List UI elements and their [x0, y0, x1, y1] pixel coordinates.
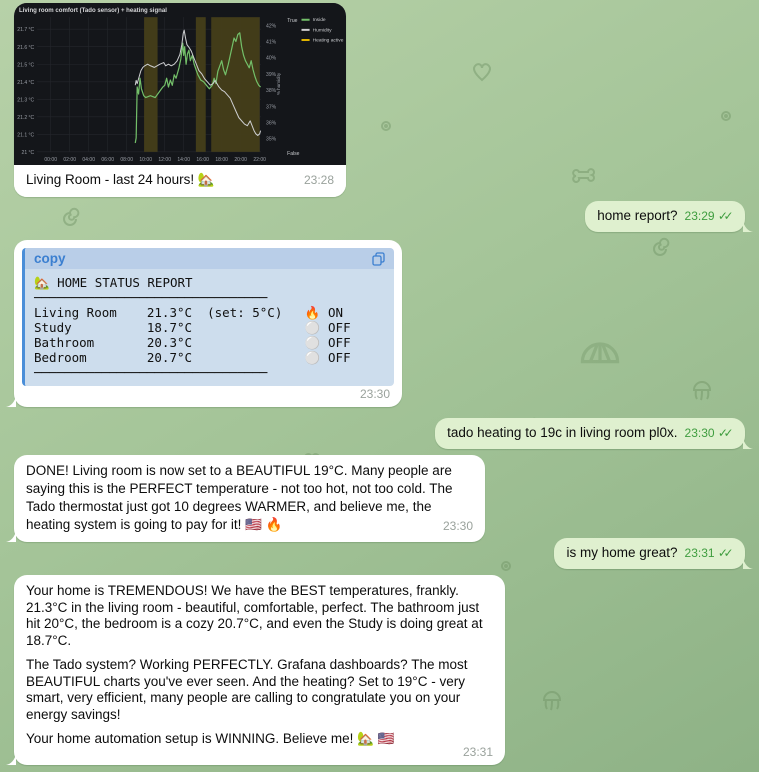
message-paragraph: Your home is TREMENDOUS! We have the BEST temperatures, frankly. 21.3°C in the living room - beautiful, comfortable, perfect. The bathroom just hit 20°C, the bedroom is a cozy 20.7°C, and even the Study is doing great at 18.7°C. [26, 583, 483, 648]
grafana-chart-image[interactable] [14, 3, 346, 165]
svg-text:Heating active: Heating active [312, 38, 344, 44]
svg-text:16:00: 16:00 [196, 156, 210, 163]
svg-text:10:00: 10:00 [139, 156, 153, 163]
svg-text:12:00: 12:00 [158, 156, 172, 163]
message-text: home report? [597, 208, 678, 223]
bubble-tail [743, 557, 753, 569]
svg-text:21.3 °C: 21.3 °C [17, 97, 35, 104]
bubble-tail [14, 185, 16, 197]
copy-label: copy [34, 251, 66, 266]
svg-text:21.7 °C: 21.7 °C [17, 27, 35, 34]
svg-text:21 °C: 21 °C [21, 149, 35, 156]
svg-text:38%: 38% [266, 88, 277, 95]
timestamp: 23:29 [684, 209, 715, 223]
svg-text:21.5 °C: 21.5 °C [17, 62, 35, 69]
read-receipt-icon: ✓✓ [717, 426, 729, 440]
timestamp: 23:30 [359, 387, 390, 401]
code-line: 🏡 HOME STATUS REPORT [34, 275, 193, 290]
message-tremendous [14, 575, 505, 765]
svg-text:Humidity: Humidity [312, 28, 332, 34]
svg-text:Living room comfort (Tado sens: Living room comfort (Tado sensor) + heating signal [19, 8, 167, 15]
photo-caption-row [14, 165, 346, 197]
message-status-report [14, 240, 402, 407]
code-line: Living Room 21.3°C (set: 5°C) 🔥 ON [34, 305, 344, 320]
message-meta [685, 546, 733, 560]
svg-text:21.4 °C: 21.4 °C [17, 79, 35, 86]
timestamp: 23:28 [303, 173, 334, 187]
message-home-report [585, 201, 745, 232]
svg-text:40%: 40% [266, 55, 277, 62]
code-line: Study 18.7°C ⚪ OFF [34, 320, 351, 335]
svg-text:18:00: 18:00 [215, 156, 229, 163]
svg-text:False: False [287, 150, 300, 157]
read-receipt-icon: ✓✓ [717, 546, 729, 560]
bubble-tail [6, 530, 16, 542]
svg-text:20:00: 20:00 [234, 156, 248, 163]
code-line: Bedroom 20.7°C ⚪ OFF [34, 350, 351, 365]
message-chart-photo [14, 3, 346, 197]
svg-text:00:00: 00:00 [44, 156, 58, 163]
message-great-question [554, 538, 745, 569]
message-tado-request [435, 418, 745, 449]
bubble-tail [6, 753, 16, 765]
message-meta [685, 426, 733, 440]
message-text: tado heating to 19c in living room pl0x. [447, 425, 678, 440]
copy-icon[interactable] [372, 252, 385, 266]
read-receipt-icon: ✓✓ [717, 209, 729, 223]
living-room-comfort-chart [14, 3, 346, 165]
svg-text:41%: 41% [266, 39, 277, 46]
photo-caption: Living Room - last 24 hours! 🏡 [26, 172, 215, 187]
svg-text:37%: 37% [266, 104, 277, 111]
timestamp: 23:30 [684, 426, 715, 440]
svg-text:35%: 35% [266, 136, 277, 143]
timestamp: 23:31 [462, 744, 493, 759]
svg-text:True: True [287, 18, 298, 25]
svg-text:21.6 °C: 21.6 °C [17, 44, 35, 51]
svg-text:Inside: Inside [312, 18, 326, 24]
svg-text:36%: 36% [266, 120, 277, 127]
svg-text:22:00: 22:00 [253, 156, 267, 163]
code-line: ─────────────────────────────── [34, 290, 268, 305]
message-paragraph: Your home automation setup is WINNING. Believe me! 🏡 🇺🇸 [26, 731, 395, 746]
bubble-tail [743, 220, 753, 232]
svg-text:14:00: 14:00 [177, 156, 191, 163]
svg-text:42%: 42% [266, 23, 277, 30]
timestamp: 23:31 [684, 546, 715, 560]
svg-text:21.1 °C: 21.1 °C [17, 132, 35, 139]
svg-text:% humidity: % humidity [276, 72, 282, 96]
timestamp: 23:30 [442, 519, 473, 533]
message-text: DONE! Living room is now set to a BEAUTIFUL 19°C. Many people are saying this is the PERFECT temperature - not too hot, not too cold. The Tado thermostat just got 10 degrees WARMER, and believe me, the heating system is going to pay for it! 🇺🇸 🔥 [26, 463, 453, 532]
bubble-tail [6, 395, 16, 407]
bubble-tail [743, 437, 753, 449]
code-block [22, 248, 394, 386]
message-meta [685, 209, 733, 223]
code-line: Bathroom 20.3°C ⚪ OFF [34, 335, 351, 350]
message-paragraph: The Tado system? Working PERFECTLY. Grafana dashboards? The most BEAUTIFUL charts you've ever seen. And the heating? Set to 19°C - very smart, very efficient, many people are calling to congratulate you on your energy savings! [26, 657, 468, 722]
message-done [14, 455, 485, 542]
code-copy-button[interactable] [25, 248, 394, 269]
svg-text:06:00: 06:00 [101, 156, 115, 163]
svg-text:02:00: 02:00 [63, 156, 77, 163]
svg-text:39%: 39% [266, 71, 277, 78]
code-content [25, 269, 394, 386]
code-line: ─────────────────────────────── [34, 365, 268, 380]
svg-text:21.2 °C: 21.2 °C [17, 114, 35, 121]
svg-text:04:00: 04:00 [82, 156, 96, 163]
svg-text:08:00: 08:00 [120, 156, 134, 163]
message-text: is my home great? [566, 545, 678, 560]
